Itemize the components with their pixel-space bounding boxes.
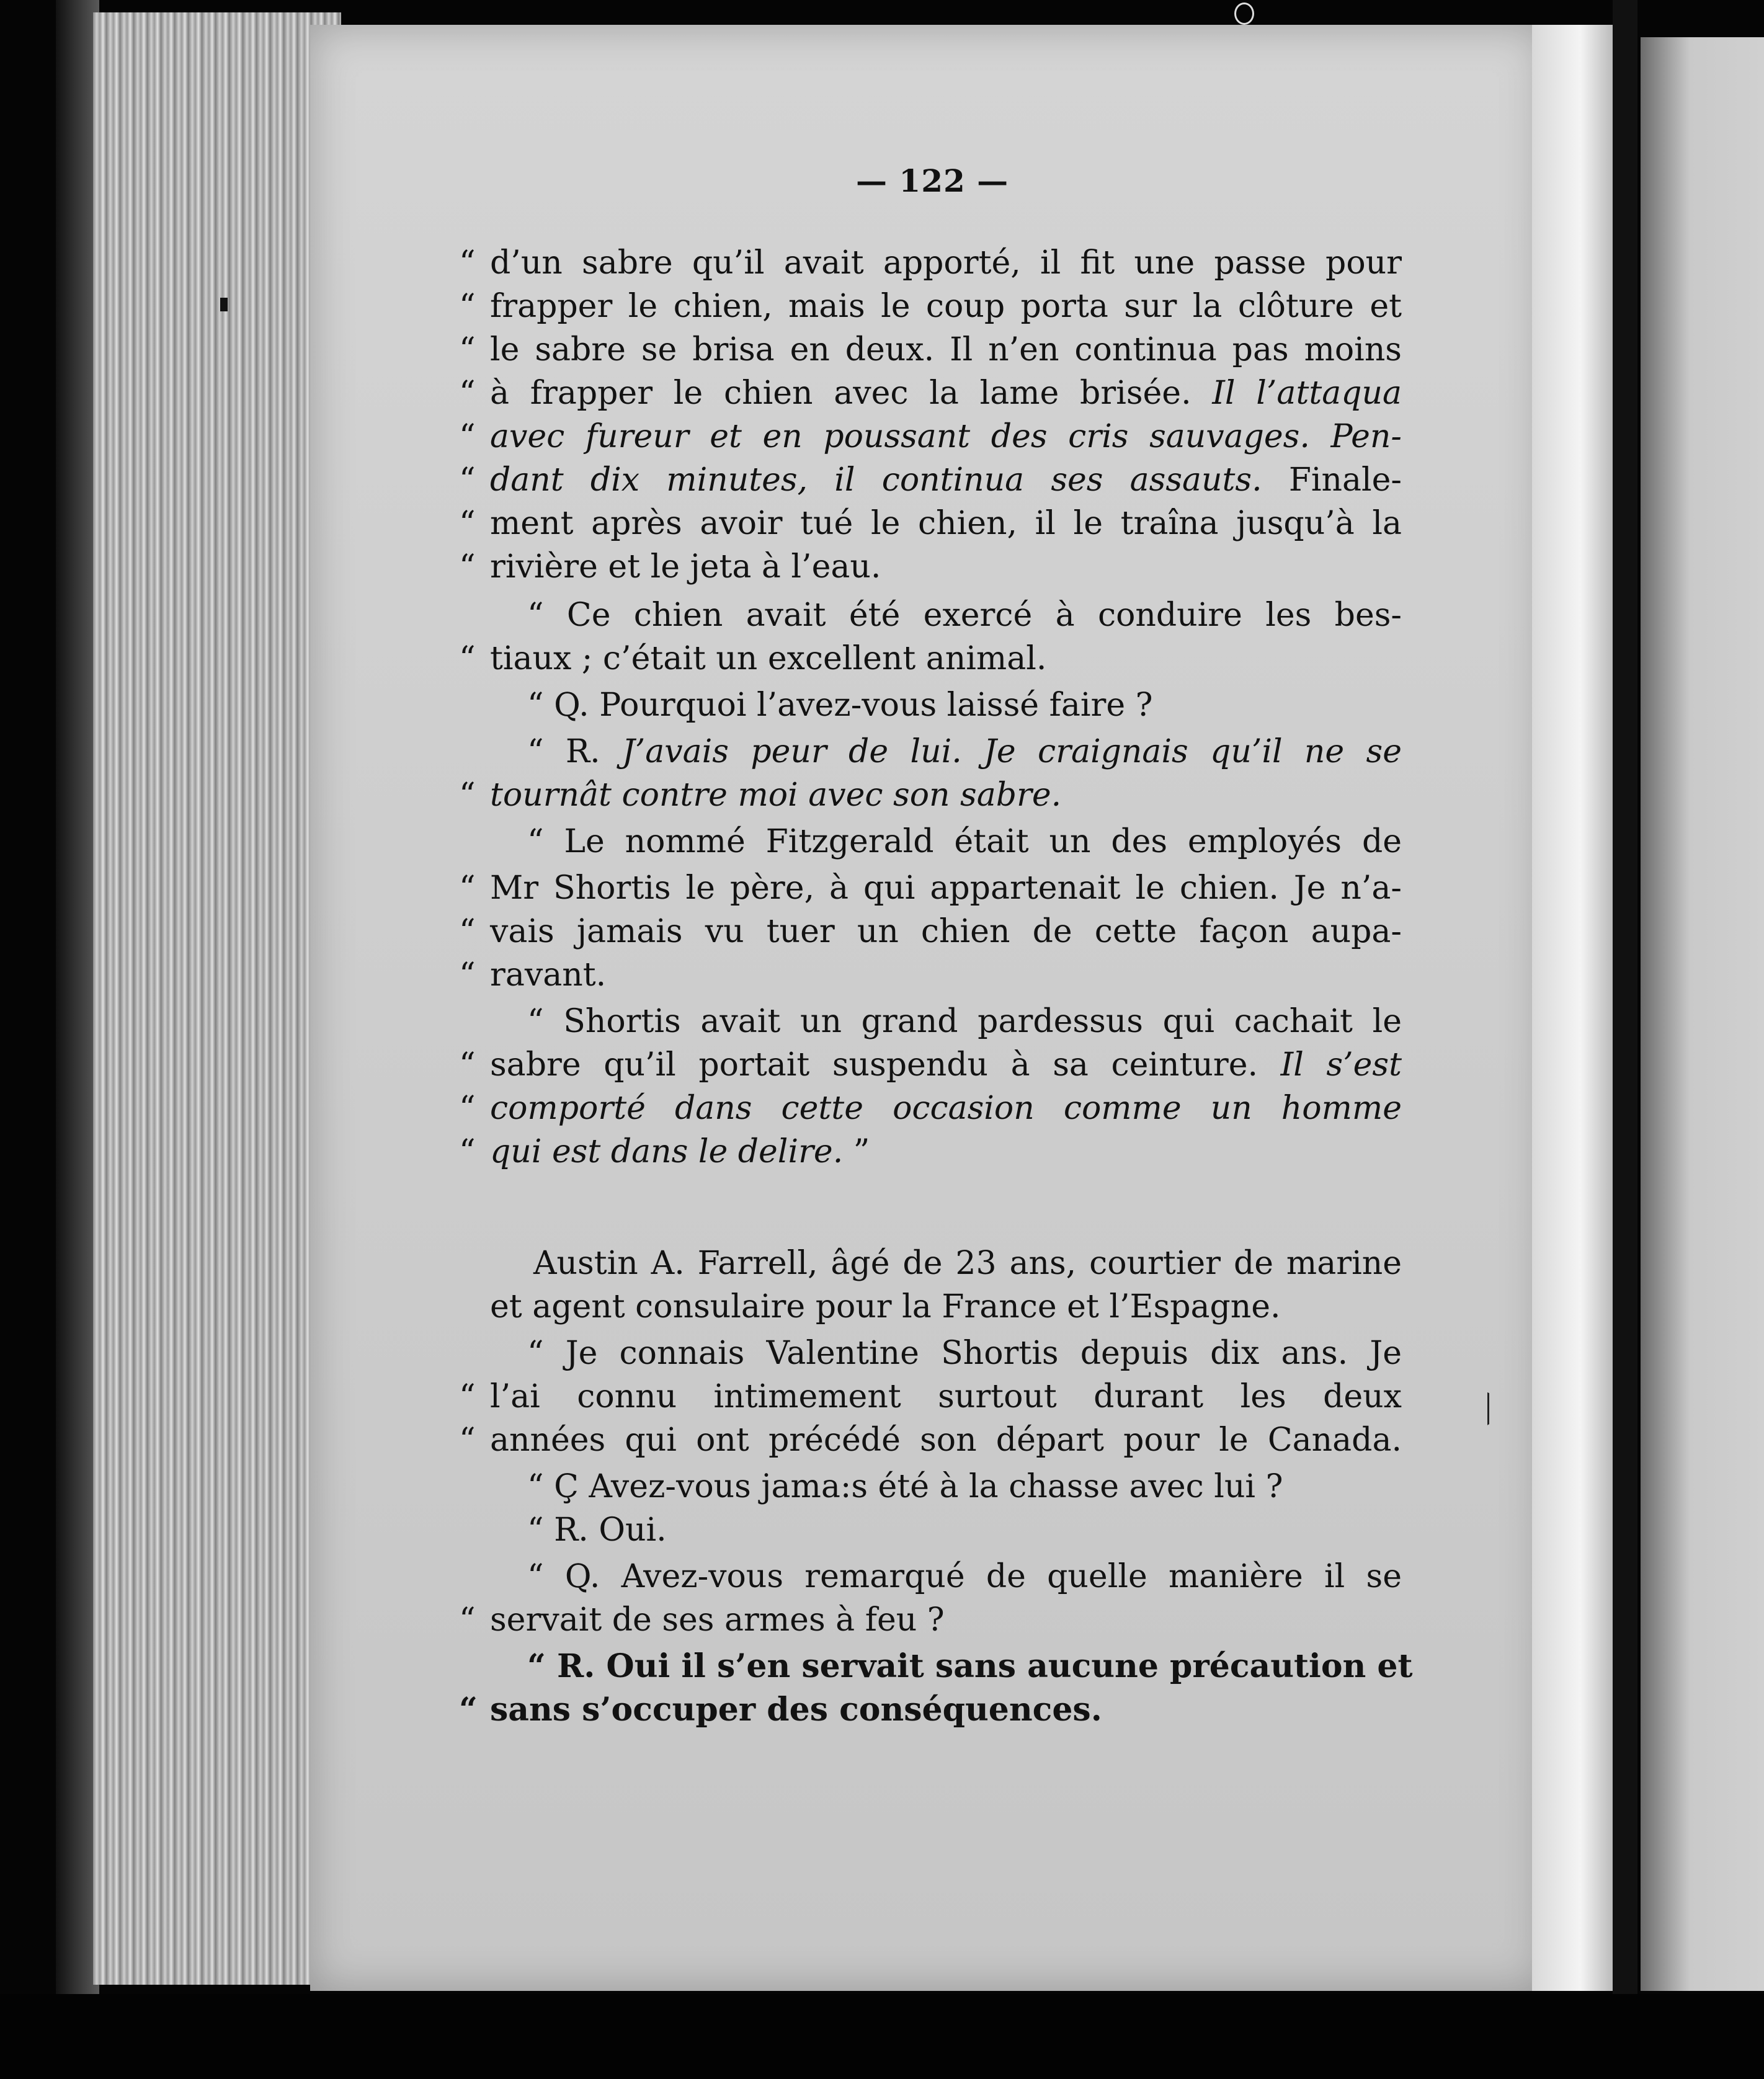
text-line: “ Shortis avait un grand pardessus qui cachait le: [527, 1003, 1402, 1040]
text-line: “ frapper le chien, mais le coup porta sur la clôture et: [459, 288, 1402, 325]
text-line: “ qui est dans le delire. ”: [459, 1133, 870, 1170]
text-line: “ à frapper le chien avec la lame brisée. Il l’attaqua: [459, 375, 1402, 412]
text-line: “ sabre qu’il portait suspendu à sa ceinture. Il s’est: [459, 1046, 1402, 1084]
text-line: “ Le nommé Fitzgerald était un des employés de: [527, 823, 1402, 860]
text-line: “ ment après avoir tué le chien, il le traîna jusqu’à la: [459, 505, 1402, 542]
text-line: “ Mr Shortis le père, à qui appartenait le chien. Je n’a-: [459, 870, 1402, 907]
text-line: “ Je connais Valentine Shortis depuis dix ans. Je: [527, 1335, 1402, 1372]
text-line: “ avec fureur et en poussant des cris sauvages. Pen-: [459, 418, 1402, 455]
text-line: “ servait de ses armes à feu ?: [459, 1601, 945, 1639]
book-page-edges: [93, 12, 341, 1985]
text-line: “ ravant.: [459, 956, 607, 994]
text-line: “ Q. Pourquoi l’avez-vous laissé faire ?: [527, 687, 1153, 724]
text-line: “ sans s’occuper des conséquences.: [459, 1691, 1102, 1729]
scan-background: [0, 1994, 1764, 2079]
text-line: et agent consulaire pour la France et l’Espagne.: [490, 1288, 1281, 1325]
page-number: — 122 —: [856, 162, 1009, 199]
text-line: “ le sabre se brisa en deux. Il n’en continua pas moins: [459, 331, 1402, 368]
scan-mark: [1234, 2, 1254, 25]
facing-page: [1641, 37, 1764, 1991]
text-line: “ R. J’avais peur de lui. Je craignais qu’il ne se: [527, 733, 1402, 770]
text-line: “ tournât contre moi avec son sabre.: [459, 777, 1062, 814]
text-line: “ comporté dans cette occasion comme un homme: [459, 1090, 1402, 1127]
text-line: “ Q. Avez-vous remarqué de quelle manière il se: [527, 1558, 1402, 1595]
text-line: Austin A. Farrell, âgé de 23 ans, courtier de marine: [533, 1245, 1402, 1282]
text-line: “ vais jamais vu tuer un chien de cette façon aupa-: [459, 913, 1402, 950]
text-line: “ d’un sabre qu’il avait apporté, il fit une passe pour: [459, 244, 1402, 282]
text-line: “ R. Oui il s’en servait sans aucune précaution et: [527, 1647, 1413, 1685]
text-line: “ R. Oui.: [527, 1511, 667, 1549]
text-line: “ rivière et le jeta à l’eau.: [459, 548, 881, 585]
text-line: “ dant dix minutes, il continua ses assauts. Finale-: [459, 461, 1402, 499]
margin-bracket-mark: [1487, 1386, 1498, 1425]
text-line: “ tiaux ; c’était un excellent animal.: [459, 640, 1047, 677]
page-right-margin: [1532, 25, 1613, 1991]
text-line: “ années qui ont précédé son départ pour le Canada.: [459, 1422, 1402, 1459]
text-line: “ Ce chien avait été exercé à conduire les bes-: [527, 597, 1402, 634]
book-gutter: [1613, 0, 1637, 2079]
margin-mark: [220, 298, 228, 311]
text-line: “ Ç Avez-vous jama:s été à la chasse avec lui ?: [527, 1468, 1283, 1505]
text-line: “ l’ai connu intimement surtout durant les deux: [459, 1378, 1402, 1415]
